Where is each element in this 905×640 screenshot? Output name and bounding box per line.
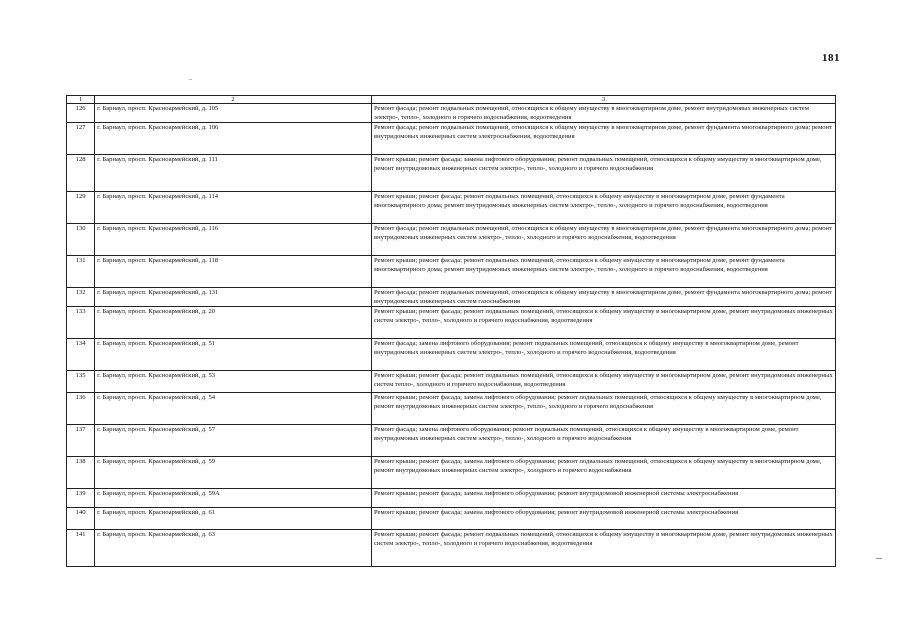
row-works: Ремонт крыши; ремонт фасада; ремонт подвальных помещений, относящихся к общему имуществу в многоквартирном доме, ремонт внутридомовых инженерных систем тепло-, холодного и горячего водоснабжения, водоотведения xyxy=(371,371,835,393)
row-number: 130 xyxy=(67,224,95,256)
row-works: Ремонт крыши; ремонт фасада; замена лифтового оборудования; ремонт подвальных помещений, относящихся к общему имуществу в многоквартирном доме, ремонт внутридомовых инженерных систем электро-, холодного и горячего водоснабжения xyxy=(371,457,835,489)
row-address: г. Барнаул, просп. Красноармейский, д. 105 xyxy=(95,104,372,123)
row-works: Ремонт крыши; ремонт фасада; замена лифтового оборудования; ремонт подвальных помещений, относящихся к общему имуществу в многоквартирном доме, ремонт внутридомовых инженерных систем электро-, тепло-, холодного и горячего водоснабжения xyxy=(371,393,835,425)
row-address: г. Барнаул, просп. Красноармейский, д. 114 xyxy=(95,192,372,224)
row-address: г. Барнаул, просп. Красноармейский, д. 51 xyxy=(95,339,372,371)
row-address: г. Барнаул, просп. Красноармейский, д. 61 xyxy=(95,508,372,530)
row-address: г. Барнаул, просп. Красноармейский, д. 59 xyxy=(95,457,372,489)
row-works: Ремонт крыши; ремонт фасада; ремонт подвальных помещений, относящихся к общему имуществу в многоквартирном доме, ремонт фундамента многоквартирного дома; ремонт внутридомовых инженерных систем электро-, тепло-, холодного и горячего водоснабжения, водоотведения xyxy=(371,192,835,224)
scan-artifact xyxy=(189,79,192,80)
table-row xyxy=(67,530,836,567)
capital-repair-table xyxy=(66,95,836,567)
table-row xyxy=(67,104,836,123)
row-number: 136 xyxy=(67,393,95,425)
row-number: 133 xyxy=(67,307,95,339)
table-row xyxy=(67,339,836,371)
row-works: Ремонт крыши; ремонт фасада; замена лифтового оборудования; ремонт внутридомовой инженерной системы электроснабжения xyxy=(371,508,835,530)
scan-artifact xyxy=(876,558,882,559)
row-number: 138 xyxy=(67,457,95,489)
column-header-works: 3 xyxy=(371,96,835,104)
row-number: 141 xyxy=(67,530,95,567)
row-address: г. Барнаул, просп. Красноармейский, д. 118 xyxy=(95,256,372,288)
row-address: г. Барнаул, просп. Красноармейский, д. 20 xyxy=(95,307,372,339)
row-address: г. Барнаул, просп. Красноармейский, д. 53 xyxy=(95,371,372,393)
row-number: 134 xyxy=(67,339,95,371)
table-row xyxy=(67,393,836,425)
table-row xyxy=(67,123,836,155)
row-works: Ремонт крыши; ремонт фасада; замена лифтового оборудования; ремонт внутридомовой инженерной системы электроснабжения xyxy=(371,489,835,508)
row-number: 129 xyxy=(67,192,95,224)
row-number: 132 xyxy=(67,288,95,307)
page-number: 181 xyxy=(822,52,840,64)
row-address: г. Барнаул, просп. Красноармейский, д. 131 xyxy=(95,288,372,307)
table-row xyxy=(67,224,836,256)
table-row xyxy=(67,288,836,307)
row-number: 137 xyxy=(67,425,95,457)
row-address: г. Барнаул, просп. Красноармейский, д. 59А xyxy=(95,489,372,508)
row-address: г. Барнаул, просп. Красноармейский, д. 111 xyxy=(95,155,372,192)
row-number: 135 xyxy=(67,371,95,393)
table-row xyxy=(67,371,836,393)
table-row xyxy=(67,192,836,224)
table-row xyxy=(67,256,836,288)
row-address: г. Барнаул, просп. Красноармейский, д. 63 xyxy=(95,530,372,567)
table-row xyxy=(67,489,836,508)
row-number: 131 xyxy=(67,256,95,288)
row-works: Ремонт крыши; ремонт фасада; ремонт подвальных помещений, относящихся к общему имуществу в многоквартирном доме, ремонт внутридомовых инженерных систем электро-, тепло-, холодного и горячего водоснабжения, водоотведения xyxy=(371,530,835,567)
column-header-number: 1 xyxy=(67,96,95,104)
table-row xyxy=(67,457,836,489)
row-works: Ремонт фасада; замена лифтового оборудования; ремонт подвальных помещений, относящихся к общему имуществу в многоквартирном доме, ремонт внутридомовых инженерных систем электро-, тепло-, холодного и горячего водоснабжения, водоотведения xyxy=(371,339,835,371)
row-number: 140 xyxy=(67,508,95,530)
table-row xyxy=(67,155,836,192)
row-works: Ремонт фасада; ремонт подвальных помещений, относящихся к общему имуществу в многоквартирном доме, ремонт фундамента многоквартирного дома; ремонт внутридомовых инженерных систем электро-, тепло-, холодного и горячего водоснабжения, водоотведения xyxy=(371,224,835,256)
row-works: Ремонт фасада; ремонт подвальных помещений, относящихся к общему имуществу в многоквартирном доме, ремонт внутридомовых инженерных систем электро-, тепло-, холодного и горячего водоснабжения, водоотведения xyxy=(371,104,835,123)
row-works: Ремонт фасада; ремонт подвальных помещений, относящихся к общему имуществу в многоквартирном доме, ремонт фундамента многоквартирного дома; ремонт внутридомовых инженерных систем электроснабжения, водоотведения xyxy=(371,123,835,155)
row-works: Ремонт крыши; ремонт фасада; ремонт подвальных помещений, относящихся к общему имуществу в многоквартирном доме, ремонт фундамента многоквартирного дома; ремонт внутридомовых инженерных систем электро-, тепло-, холодного и горячего водоснабжения, водоотведения xyxy=(371,256,835,288)
table-header-row xyxy=(67,96,836,104)
row-address: г. Барнаул, просп. Красноармейский, д. 116 xyxy=(95,224,372,256)
row-address: г. Барнаул, просп. Красноармейский, д. 54 xyxy=(95,393,372,425)
row-works: Ремонт фасада; замена лифтового оборудования; ремонт подвальных помещений, относящихся к общему имуществу в многоквартирном доме, ремонт внутридомовых инженерных систем электро-, тепло-, холодного и горячего водоснабжения xyxy=(371,425,835,457)
column-header-address: 2 xyxy=(95,96,372,104)
row-number: 139 xyxy=(67,489,95,508)
row-works: Ремонт крыши; ремонт фасада; ремонт подвальных помещений, относящихся к общему имуществу в многоквартирном доме, ремонт внутридомовых инженерных систем электро-, тепло-, холодного и горячего водоснабжения, водоотведения xyxy=(371,307,835,339)
row-number: 128 xyxy=(67,155,95,192)
row-address: г. Барнаул, просп. Красноармейский, д. 106 xyxy=(95,123,372,155)
table-row xyxy=(67,508,836,530)
row-works: Ремонт фасада; ремонт подвальных помещений, относящихся к общему имуществу в многоквартирном доме, ремонт фундамента многоквартирного дома; ремонт внутридомовых инженерных систем газоснабжения xyxy=(371,288,835,307)
row-number: 126 xyxy=(67,104,95,123)
table-row xyxy=(67,307,836,339)
row-address: г. Барнаул, просп. Красноармейский, д. 57 xyxy=(95,425,372,457)
row-number: 127 xyxy=(67,123,95,155)
row-works: Ремонт крыши; ремонт фасада; замена лифтового оборудования; ремонт подвальных помещений, относящихся к общему имуществу в многоквартирном доме, ремонт внутридомовых инженерных систем электро-, тепло-, холодного и горячего водоснабжения xyxy=(371,155,835,192)
table-row xyxy=(67,425,836,457)
